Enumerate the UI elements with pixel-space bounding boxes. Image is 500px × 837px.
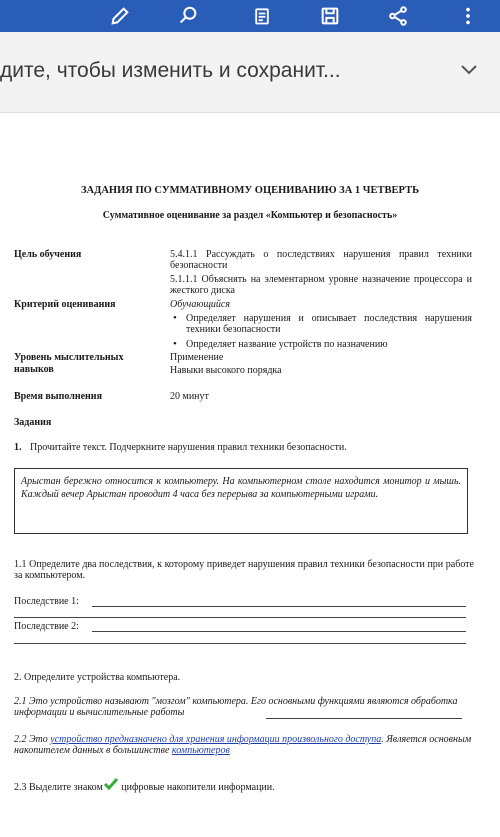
consequence-2-line[interactable] — [92, 631, 466, 632]
edit-banner[interactable] — [0, 32, 500, 113]
doc-title: ЗАДАНИЯ ПО СУММАТИВНОМУ ОЦЕНИВАНИЮ ЗА 1 ЧЕТВЕРТЬ — [80, 185, 420, 196]
checkmark-icon — [103, 777, 119, 793]
consequence-2-label: Последствие 2: — [14, 621, 79, 632]
share-icon[interactable] — [378, 0, 418, 32]
tasks-label: Задания — [14, 417, 52, 428]
criteria-1: • Определяет нарушения и описывает последствия нарушения техники безопасности — [186, 313, 472, 335]
consequence-1-label: Последствие 1: — [14, 596, 79, 607]
save-icon[interactable] — [310, 0, 350, 32]
consequence-2-line-2[interactable] — [14, 643, 466, 644]
task2-2: 2.2 Это устройство предназначено для хранения информации произвольного доступа. Является основным накопителем данных в большинстве компьютеров — [14, 734, 472, 756]
level-1: Применение — [170, 352, 224, 363]
chevron-down-icon[interactable] — [460, 63, 478, 81]
banner-text: дите, чтобы изменить и сохранит... — [0, 59, 341, 82]
task1-text: Прочитайте текст. Подчеркните нарушения правил техники безопасности. — [30, 442, 347, 453]
task2-1-answer-line[interactable] — [266, 718, 462, 719]
doc-subtitle: Суммативное оценивание за раздел «Компьютер и безопасность» — [102, 210, 398, 221]
task2-1: 2.1 Это устройство называют "мозгом" компьютера. Его основными функциями являются обработка информации и вычислительные работы — [14, 696, 458, 718]
task1-1: 1.1 Определите два последствия, к которому приведет нарушения правил техники безопасности при работе за компьютером. — [14, 559, 474, 581]
level-2: Навыки высокого порядка — [170, 365, 282, 376]
more-icon[interactable] — [448, 0, 488, 32]
level-label: Уровень мыслительных навыков — [14, 352, 124, 375]
task1-passage: Арыстан бережно относится к компьютеру. На компьютерном столе находится монитор и мышь. Каждый вечер Арыстан проводит 4 часа без перерыва за компьютерными играми. — [21, 476, 461, 500]
search-icon[interactable] — [168, 0, 208, 32]
goal-label: Цель обучения — [14, 249, 82, 260]
time-label: Время выполнения — [14, 391, 102, 402]
task1-number: 1. — [14, 442, 22, 453]
task2-3: 2.3 Выделите знаком цифровые накопители информации. — [14, 777, 275, 793]
goal-2: 5.1.1.1 Объяснять на элементарном уровне назначение процессора и жесткого диска — [170, 274, 472, 296]
consequence-1-line-2[interactable] — [14, 617, 466, 618]
document-page — [0, 112, 500, 837]
task2-2-link: устройство предназначено для хранения информации произвольного доступа — [50, 734, 382, 745]
pencil-icon[interactable] — [100, 0, 140, 32]
top-toolbar — [0, 0, 500, 32]
criteria-label: Критерий оценивания — [14, 299, 116, 310]
goal-1: 5.4.1.1 Рассуждать о последствиях нарушения правил техники безопасности — [170, 249, 472, 271]
criteria-2: • Определяет название устройств по назначению — [186, 339, 472, 350]
task2-text: 2. Определите устройства компьютера. — [14, 672, 181, 683]
time-value: 20 минут — [170, 391, 209, 402]
task1-passage-box — [14, 468, 468, 534]
document-icon[interactable] — [242, 0, 282, 32]
criteria-intro: Обучающийся — [170, 299, 231, 310]
task2-2-link-2: компьютеров — [171, 745, 230, 756]
consequence-1-line[interactable] — [92, 606, 466, 607]
